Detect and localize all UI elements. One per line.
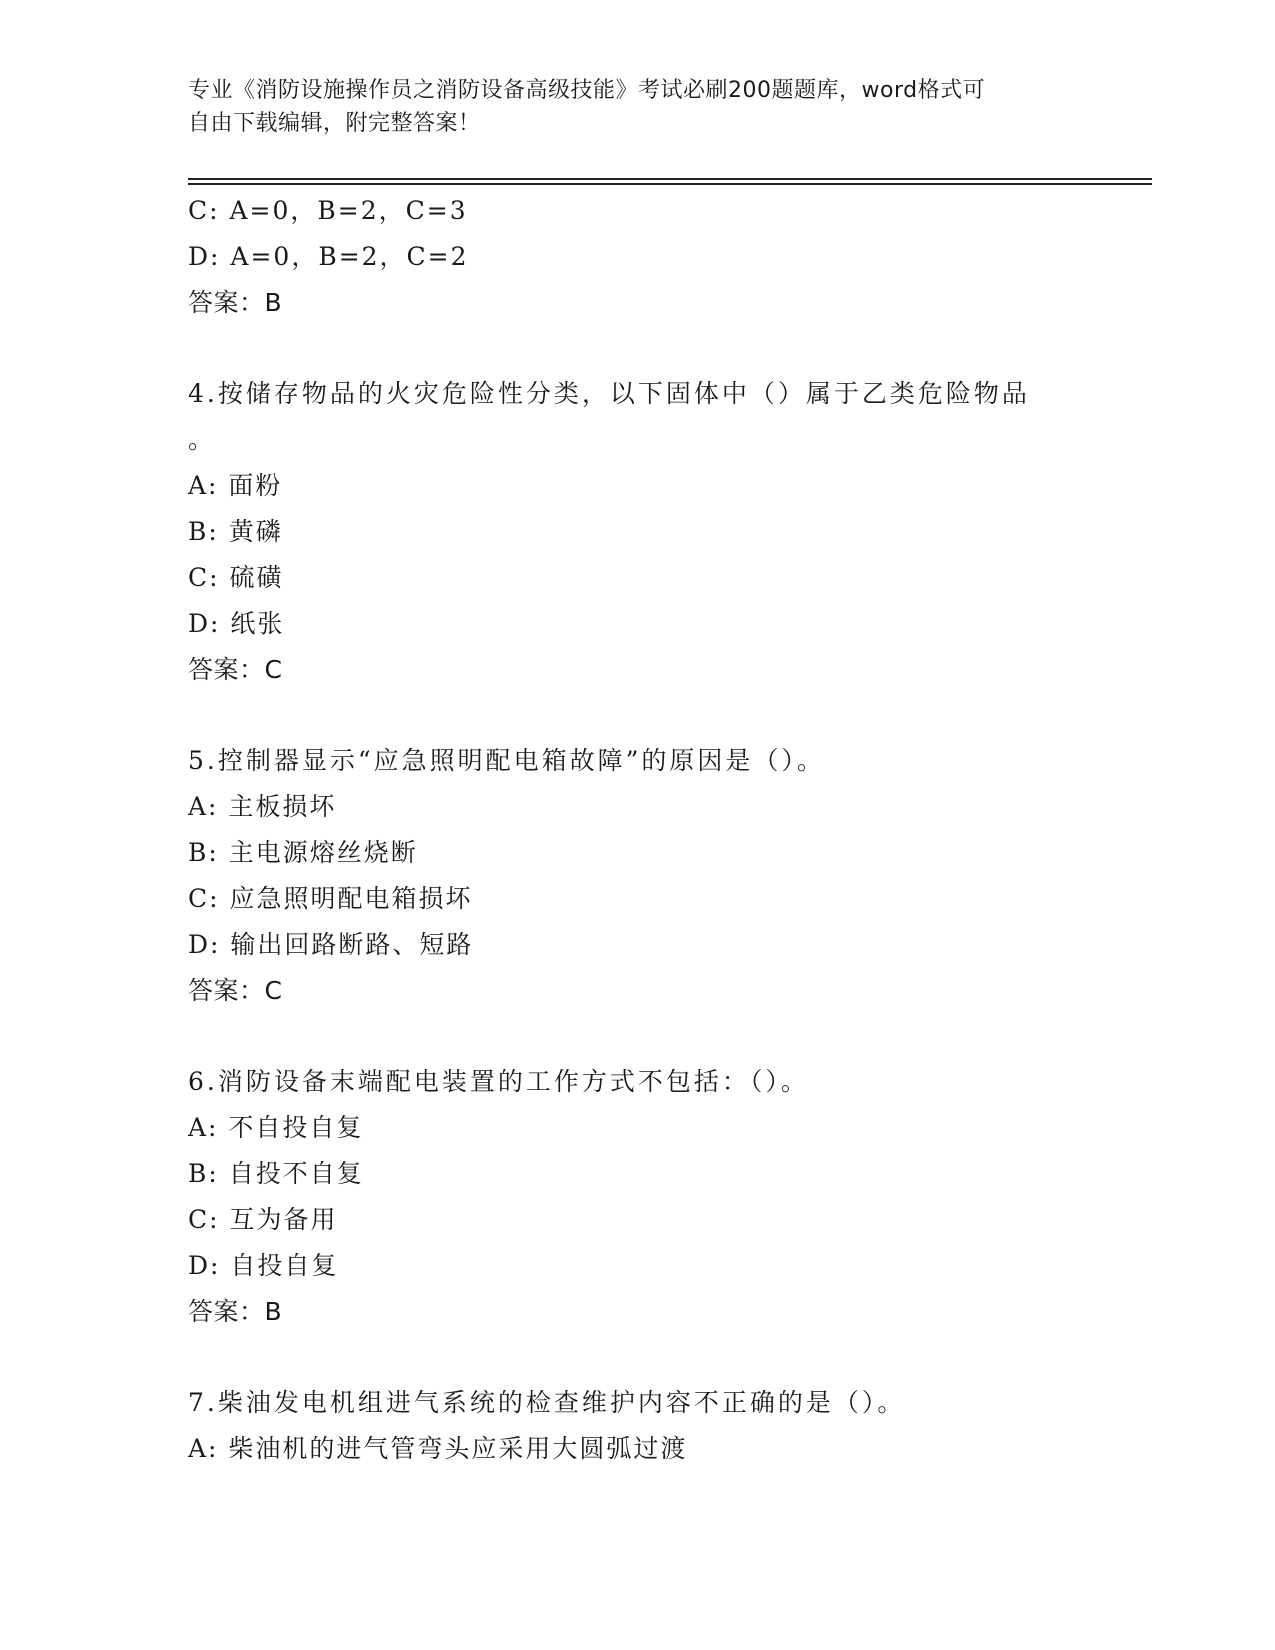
header-line-2: 自由下载编辑，附完整答案！ [188,111,481,136]
question-text: 4.按储存物品的火灾危险性分类，以下固体中（）属于乙类危险物品 [188,379,1030,408]
header-line-1: 专业《消防设施操作员之消防设备高级技能》考试必刷200题题库，word格式可 [188,78,986,103]
question-text: 7.柴油发电机组进气系统的检查维护内容不正确的是（）。 [188,1388,906,1417]
option-c: C: A=0，B=2，C=3 [188,196,468,225]
answer-line: 答案：C [188,976,283,1005]
header-divider-bottom [188,183,1152,185]
option-d: D: 自投自复 [188,1251,339,1280]
option-d: D: 输出回路断路、短路 [188,930,474,959]
option-a: A: 面粉 [188,471,283,500]
option-b: B: 主电源熔丝烧断 [188,838,418,867]
answer-line: 答案：B [188,1297,283,1326]
document-header [188,74,1088,140]
question-text: 6.消防设备末端配电装置的工作方式不包括：（）。 [188,1067,809,1096]
option-c: C: 应急照明配电箱损坏 [188,884,473,913]
option-b: B: 自投不自复 [188,1159,364,1188]
answer-line: 答案：C [188,655,283,684]
question-text-continued: 。 [188,425,216,454]
option-d: D: A=0，B=2，C=2 [188,242,469,271]
option-c: C: 硫磺 [188,563,284,592]
header-divider-top [188,178,1152,180]
option-c: C: 互为备用 [188,1205,338,1234]
answer-line: 答案：B [188,288,283,317]
option-d: D: 纸张 [188,609,285,638]
question-content [188,188,1088,1472]
option-a: A: 不自投自复 [188,1113,364,1142]
question-text: 5.控制器显示“应急照明配电箱故障”的原因是（）。 [188,746,825,775]
option-b: B: 黄磷 [188,517,283,546]
option-a: A: 柴油机的进气管弯头应采用大圆弧过渡 [188,1434,688,1463]
option-a: A: 主板损坏 [188,792,337,821]
